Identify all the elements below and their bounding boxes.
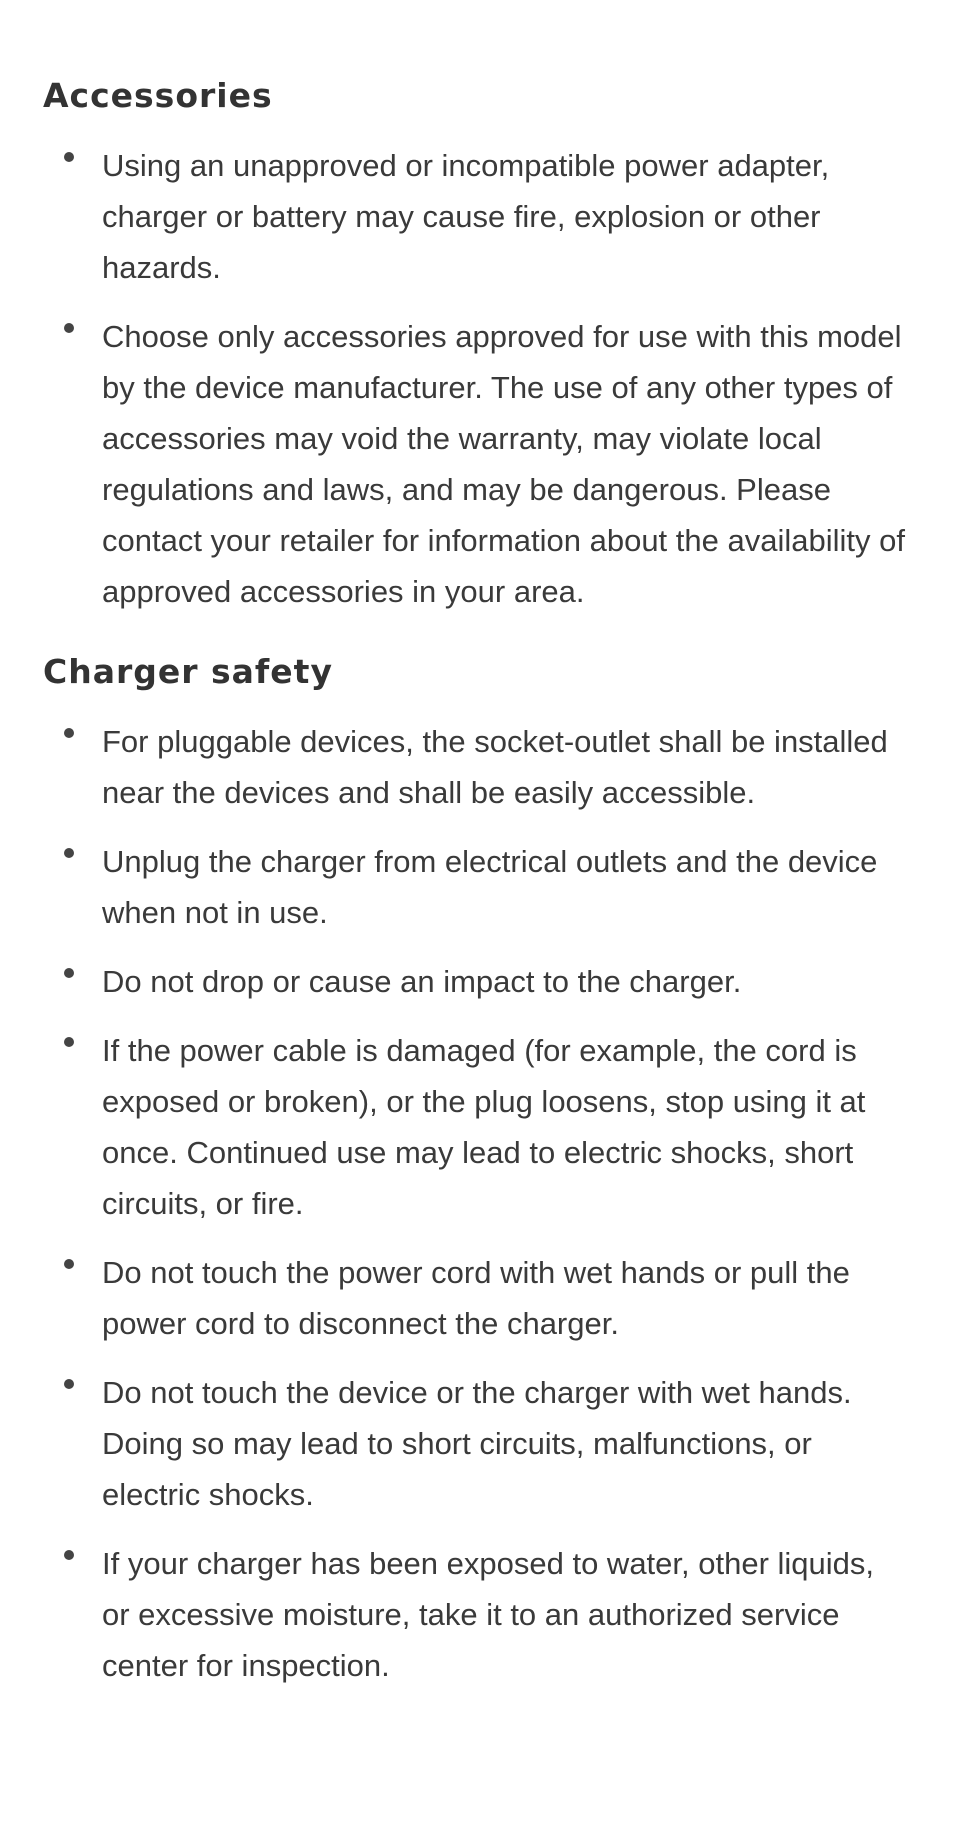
list-item-text: Do not touch the device or the charger with wet hands. Doing so may lead to short circuits, malfunctions, or electric shocks.	[102, 1375, 852, 1512]
list-item	[0, 1247, 954, 1349]
bullet-list	[0, 716, 954, 1709]
list-item-text: If your charger has been exposed to water, other liquids, or excessive moisture, take it to an authorized service center for inspection.	[102, 1546, 875, 1683]
list-item	[0, 140, 954, 293]
bullet-icon	[64, 1550, 74, 1560]
section-heading: Charger safety	[43, 652, 333, 691]
list-item-text: Do not drop or cause an impact to the charger.	[102, 964, 742, 999]
bullet-icon	[64, 1379, 74, 1389]
list-item	[0, 716, 954, 818]
list-item	[0, 836, 954, 938]
list-item	[0, 1538, 954, 1691]
list-item-text: Unplug the charger from electrical outlets and the device when not in use.	[102, 844, 878, 930]
list-item-text: Do not touch the power cord with wet hands or pull the power cord to disconnect the charger.	[102, 1255, 850, 1341]
bullet-list	[0, 140, 954, 635]
bullet-icon	[64, 323, 74, 333]
bullet-icon	[64, 848, 74, 858]
list-item-text: If the power cable is damaged (for example, the cord is exposed or broken), or the plug loosens, stop using it at once. Continued use may lead to electric shocks, short circuits, or fire.	[102, 1033, 866, 1221]
bullet-icon	[64, 152, 74, 162]
list-item-text: For pluggable devices, the socket-outlet shall be installed near the devices and shall be easily accessible.	[102, 724, 888, 810]
list-item	[0, 956, 954, 1007]
section-heading: Accessories	[43, 76, 273, 115]
list-item	[0, 311, 954, 617]
bullet-icon	[64, 728, 74, 738]
bullet-icon	[64, 1259, 74, 1269]
bullet-icon	[64, 968, 74, 978]
list-item	[0, 1025, 954, 1229]
list-item	[0, 1367, 954, 1520]
list-item-text: Using an unapproved or incompatible power adapter, charger or battery may cause fire, explosion or other hazards.	[102, 148, 830, 285]
list-item-text: Choose only accessories approved for use with this model by the device manufacturer. The use of any other types of accessories may void the warranty, may violate local regulations and laws, and may be dangerous. Please contact your retailer for information about the availability of approved accessories in your area.	[102, 319, 905, 609]
bullet-icon	[64, 1037, 74, 1047]
